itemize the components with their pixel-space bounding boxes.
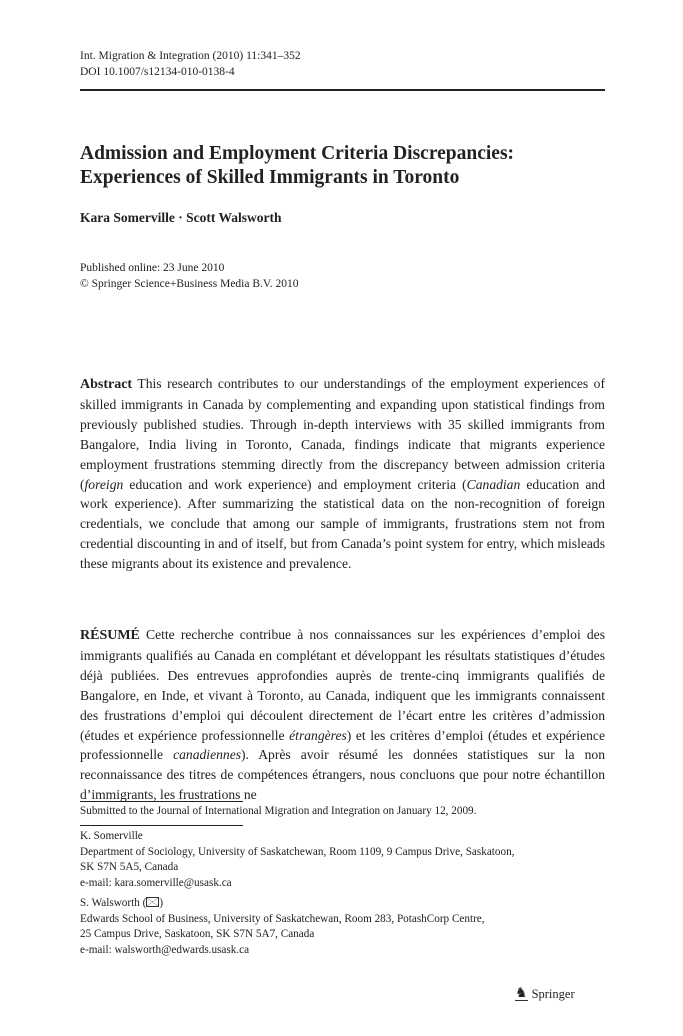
running-header xyxy=(80,48,605,80)
title-line: Admission and Employment Criteria Discrepancies: xyxy=(80,143,515,164)
journal-citation: Int. Migration & Integration (2010) 11:341–352 xyxy=(80,50,301,62)
resume-text: ). Après avoir résumé les données statistiques sur la non reconnaissance des titres de compétences étrangers, nous concluons que pour notre échantillon d’immigrants, les frustrations ne xyxy=(80,747,605,803)
resume-text: Cette recherche contribue à nos connaissances sur les expériences d’emploi des immigrants qualifiés au Canada en complétant et développant les résultats statistiques d’études déjà publiées. Des entrevues approfondies auprès de trente-cinq immigrants qualifiés de Bangalore, en Inde, et vivant à Toronto, au Canada, indiquent que les immigrants connaissent des frustrations d’emploi qui découlent directement de l’écart entre les critères d’admission (études et expérience professionnelle xyxy=(80,627,605,743)
author-address: Department of Sociology, University of Saskatchewan, Room 1109, 9 Campus Drive, Saskatoon, xyxy=(80,845,515,858)
authors: Kara Somerville · Scott Walsworth xyxy=(80,210,282,225)
publication-info xyxy=(80,260,605,292)
author-address: Edwards School of Business, University of Saskatchewan, Room 283, PotashCorp Centre, xyxy=(80,912,485,925)
submitted-note: Submitted to the Journal of International Migration and Integration on January 12, 2009. xyxy=(80,805,477,817)
resume-text: ) et les critères d’emploi (études et expérience professionnelle xyxy=(80,727,605,763)
doi: DOI 10.1007/s12134-010-0138-4 xyxy=(80,66,235,78)
resume xyxy=(80,625,605,805)
abstract-emphasis: foreign xyxy=(84,476,124,492)
article-title xyxy=(80,142,605,190)
author1-affiliation xyxy=(80,829,605,891)
resume-label: RÉSUMÉ xyxy=(80,628,140,643)
footnote-rule xyxy=(80,825,243,826)
resume-emphasis: étrangères xyxy=(289,727,347,743)
header-rule xyxy=(80,89,605,91)
author-address: SK S7N 5A5, Canada xyxy=(80,861,179,874)
abstract xyxy=(80,374,605,574)
author-address: 25 Campus Drive, Saskatoon, SK S7N 5A7, Canada xyxy=(80,928,315,941)
publisher-name: Springer xyxy=(531,987,575,1001)
springer-horse-icon: ♞ xyxy=(515,986,528,1001)
copyright: © Springer Science+Business Media B.V. 2010 xyxy=(80,278,299,290)
footnote-rule xyxy=(80,801,243,802)
author2-affiliation xyxy=(80,896,605,958)
resume-emphasis: canadiennes xyxy=(173,747,242,763)
author-name xyxy=(80,896,605,912)
author-email[interactable]: e-mail: walsworth@edwards.usask.ca xyxy=(80,943,250,956)
abstract-label: Abstract xyxy=(80,377,133,392)
title-line: Experiences of Skilled Immigrants in Toronto xyxy=(80,167,460,188)
abstract-emphasis: Canadian xyxy=(466,476,521,492)
author-name-text: S. Walsworth ( xyxy=(80,897,147,909)
author-name: K. Somerville xyxy=(80,830,143,842)
abstract-text: education and work experience) and employment criteria ( xyxy=(123,476,467,492)
springer-logo xyxy=(515,987,575,1002)
published-date: Published online: 23 June 2010 xyxy=(80,262,225,274)
author-email[interactable]: e-mail: kara.somerville@usask.ca xyxy=(80,876,232,889)
author-name-text: ) xyxy=(159,897,164,909)
envelope-icon xyxy=(146,897,159,907)
abstract-text: This research contributes to our understandings of the employment experiences of skilled immigrants in Canada by complementing and expanding upon statistical findings from previously published studies. Through in-depth interviews with 35 skilled immigrants from Bangalore, India living in Toronto, Canada, findings indicate that migrants experience employment frustrations stemming directly from the discrepancy between admission criteria ( xyxy=(80,376,605,492)
abstract-text: education and work experience). After summarizing the statistical data on the non-recognition of foreign credentials, we conclude that among our sample of immigrants, frustrations stem not from credential discounting in and of itself, but from Canada’s point system for entry, which misleads these migrants about its existence and prevalence. xyxy=(80,476,605,572)
